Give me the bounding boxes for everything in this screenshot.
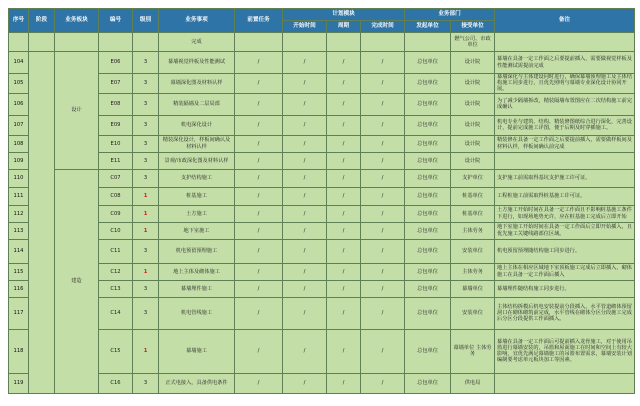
cell-receiver: 支护单位 [451, 169, 495, 187]
table-row [9, 239, 635, 263]
cell-pre: / [235, 74, 283, 94]
cell-period: / [327, 239, 361, 263]
cell-finish: / [361, 205, 405, 222]
cell-start: / [283, 205, 327, 222]
cell-task: 机电深化设计 [159, 115, 235, 135]
table-row [9, 169, 635, 187]
cell-receiver: 主体劳务 [451, 263, 495, 280]
cell-level: 3 [133, 52, 159, 74]
cell-pre: / [235, 239, 283, 263]
cell-level: 1 [133, 205, 159, 222]
cell-seq: 112 [9, 205, 29, 222]
cell-initiator: 总包单位 [405, 263, 451, 280]
table-row [9, 187, 635, 205]
cell-finish: / [361, 169, 405, 187]
cell-code: E08 [99, 93, 133, 115]
cell-start: / [283, 152, 327, 169]
cell-finish: / [361, 297, 405, 329]
cell-stage [29, 52, 55, 394]
cell-task: 幕墙施工 [159, 329, 235, 373]
cell-initiator: 总包单位 [405, 297, 451, 329]
cell-level: 3 [133, 135, 159, 152]
table-row [9, 74, 635, 94]
cell-start: / [283, 187, 327, 205]
cell-code: E06 [99, 52, 133, 74]
plan-table [8, 8, 635, 394]
cell-task: 景观/市政深化图及材料认样 [159, 152, 235, 169]
cell-start: / [283, 239, 327, 263]
cell-initiator: 总包单位 [405, 93, 451, 115]
header-plan: 计划模块 [283, 9, 405, 21]
cell-code: E10 [99, 135, 133, 152]
cell-pre: / [235, 52, 283, 74]
cell-receiver: 主体劳务 [451, 222, 495, 239]
cell-receiver: 设计院 [451, 74, 495, 94]
cell-seq: 114 [9, 239, 29, 263]
cell-initiator: 总包单位 [405, 187, 451, 205]
cell-level: 1 [133, 222, 159, 239]
cell-finish: / [361, 74, 405, 94]
cell-task: 机电预留预埋施工 [159, 239, 235, 263]
cell-period: / [327, 115, 361, 135]
cell-initiator: 总包单位 [405, 205, 451, 222]
cell-remark [495, 152, 635, 169]
cell-pre: / [235, 373, 283, 393]
cell-finish: / [361, 239, 405, 263]
cell-finish: / [361, 222, 405, 239]
header-finish: 完成时间 [361, 21, 405, 33]
cell-task: 桩基施工 [159, 187, 235, 205]
cell-receiver: 设计院 [451, 115, 495, 135]
cell-remark: 工程桩施工前需取得桩基施工许可证。 [495, 187, 635, 205]
cell-start: / [283, 373, 327, 393]
cell-pre: / [235, 152, 283, 169]
header-module: 业务板块 [55, 9, 99, 33]
cell-pre: / [235, 263, 283, 280]
table-row [9, 93, 635, 115]
cell-task: 幕墙深化图及材料认样 [159, 74, 235, 94]
cell-period: / [327, 93, 361, 115]
cell-level: 3 [133, 280, 159, 297]
header-initiator: 发起单位 [405, 21, 451, 33]
table-body [9, 33, 635, 394]
cell-seq: 108 [9, 135, 29, 152]
cell-initiator: 总包单位 [405, 52, 451, 74]
cell-start: / [283, 115, 327, 135]
cell-remark: 幕墙在具备一定工作面后可提前插入龙骨施工，对于使用吊篮进行幕墙安装的，吊篮和屋面施工在时间和空间上有较大影响，宜优先满足幕墙施工的吊篮布置需求，幕墙安装计划编制要考虑单元板块加工等因素。 [495, 329, 635, 373]
cell-pre: / [235, 115, 283, 135]
table-row [9, 135, 635, 152]
cell-initiator: 总包单位 [405, 169, 451, 187]
cell-code: C07 [99, 169, 133, 187]
cell-period: / [327, 205, 361, 222]
cell-remark: 主体结构拆模后机电安装提前分段插入，水平管道砌体预留洞口在砌体砌筑前完成，水平管线在砌体分区分段施工完成后分区分段提供工作面插入。 [495, 297, 635, 329]
cell-period: / [327, 187, 361, 205]
cell-remark: 幕墙在具备一定工作面之后要提前插入，需要做视觉样板及性能测试需提前完成 [495, 52, 635, 74]
cell-task: 机电管线施工 [159, 297, 235, 329]
cell [235, 33, 283, 52]
cell-seq: 106 [9, 93, 29, 115]
cell-seq: 115 [9, 263, 29, 280]
cell-seq: 117 [9, 297, 29, 329]
cell [29, 33, 55, 52]
cell-remark: 土方施工开始时间在具备一定工作面且不影响桩基施工条件下进行，如现场地势允许，应在桩基施工完成后立即开始 [495, 205, 635, 222]
cell-code: C15 [99, 329, 133, 373]
header-remark: 备注 [495, 9, 635, 33]
cell-remark: 机电专业与建筑、结构、精装修图纸综合进行深化，完善设计，提前完成施工详图，便于后期及时穿插施工。 [495, 115, 635, 135]
cell-remark: 机电预留预埋随结构施工同步进行。 [495, 239, 635, 263]
cell-remark: 为了减少隔墙拆改，精装隔墙布置图应在二次结构施工前完成确认 [495, 93, 635, 115]
cell-period: / [327, 329, 361, 373]
cell-level: 3 [133, 74, 159, 94]
cell-receiver: 幕墙单位 主体劳务 [451, 329, 495, 373]
cell-receiver: 供电局 [451, 373, 495, 393]
cell-pre: / [235, 280, 283, 297]
cell-initiator: 总包单位 [405, 135, 451, 152]
cell-module-construction: 建造 [55, 169, 99, 393]
table-row [9, 329, 635, 373]
cell-task: 土方施工 [159, 205, 235, 222]
cell-start: / [283, 329, 327, 373]
cell-period: / [327, 135, 361, 152]
cell-start: / [283, 297, 327, 329]
cell-initiator: 总包单位 [405, 373, 451, 393]
cell-pre: / [235, 297, 283, 329]
header-period: 周期 [327, 21, 361, 33]
cell-period: / [327, 297, 361, 329]
cell-start: / [283, 169, 327, 187]
cell-task: 地下室施工 [159, 222, 235, 239]
cell-receiver: 桩基单位 [451, 205, 495, 222]
cell-code: E11 [99, 152, 133, 169]
table-row [9, 263, 635, 280]
cell-finish: / [361, 52, 405, 74]
cell-code: C10 [99, 222, 133, 239]
cell-finish: / [361, 115, 405, 135]
cell-receiver: 安装单位 [451, 297, 495, 329]
cell-seq: 107 [9, 115, 29, 135]
cell-receiver: 幕墙单位 [451, 280, 495, 297]
cell-level: 3 [133, 373, 159, 393]
cell-start: / [283, 135, 327, 152]
table-row [9, 115, 635, 135]
cell-level: 1 [133, 329, 159, 373]
table-row [9, 373, 635, 393]
cell-initiator: 总包单位 [405, 74, 451, 94]
cell-receiver: 桩基单位 [451, 187, 495, 205]
cell-seq: 109 [9, 152, 29, 169]
cell-code: C08 [99, 187, 133, 205]
table-row [9, 222, 635, 239]
cell-pre: / [235, 93, 283, 115]
cell-period: / [327, 263, 361, 280]
header-receiver: 接受单位 [451, 21, 495, 33]
cell-level: 1 [133, 187, 159, 205]
cell-remark: 地下室施工开始时间在具备一定工作面后立即开始插入，且优先施工关键线路部位区域。 [495, 222, 635, 239]
cell-pre: / [235, 135, 283, 152]
cell-task: 幕墙埋件施工 [159, 280, 235, 297]
cell-initiator: 总包单位 [405, 222, 451, 239]
cell-receiver: 设计院 [451, 93, 495, 115]
cell-initiator: 总包单位 [405, 280, 451, 297]
cell-start: / [283, 222, 327, 239]
table-row [9, 52, 635, 74]
cell-finish: / [361, 152, 405, 169]
cell [283, 33, 327, 52]
cell-period: / [327, 52, 361, 74]
cell-task: 支护结构施工 [159, 169, 235, 187]
cell-module-design: 设计 [55, 52, 99, 170]
table-row [9, 280, 635, 297]
cell-seq: 118 [9, 329, 29, 373]
header-dept: 业务部门 [405, 9, 495, 21]
cell [495, 33, 635, 52]
cell-receiver: 设计院 [451, 52, 495, 74]
cell-task: 幕墙视觉样板及性能测试 [159, 52, 235, 74]
header-level: 级别 [133, 9, 159, 33]
cell-finish: / [361, 187, 405, 205]
cell-period: / [327, 280, 361, 297]
header-pre: 前置任务 [235, 9, 283, 33]
cell-start: / [283, 93, 327, 115]
cell-level: 3 [133, 239, 159, 263]
cell-period: / [327, 373, 361, 393]
cell [405, 33, 451, 52]
cell-level: 3 [133, 297, 159, 329]
cell-period: / [327, 152, 361, 169]
table-row [9, 33, 635, 52]
cell-pre: / [235, 329, 283, 373]
cell-seq: 119 [9, 373, 29, 393]
cell-task: 地上主体及砌体施工 [159, 263, 235, 280]
cell-finish: / [361, 263, 405, 280]
cell-period: / [327, 74, 361, 94]
cell-seq: 105 [9, 74, 29, 94]
cell-level: 1 [133, 263, 159, 280]
table-row [9, 152, 635, 169]
cell-period: / [327, 169, 361, 187]
cell-code: C16 [99, 373, 133, 393]
table-row [9, 297, 635, 329]
cell-code: C09 [99, 205, 133, 222]
cell-seq: 113 [9, 222, 29, 239]
cell [133, 33, 159, 52]
cell-pre: / [235, 187, 283, 205]
cell-level: 3 [133, 93, 159, 115]
cell-receiver: 设计院 [451, 135, 495, 152]
cell-start: / [283, 263, 327, 280]
cell-pre: / [235, 205, 283, 222]
cell-finish: / [361, 329, 405, 373]
cell-start: / [283, 52, 327, 74]
cell-pre: / [235, 222, 283, 239]
table-row [9, 205, 635, 222]
cell-code: C14 [99, 297, 133, 329]
cell-receiver: 安装单位 [451, 239, 495, 263]
cell-code: E09 [99, 115, 133, 135]
cell-pre: / [235, 169, 283, 187]
cell-period: / [327, 222, 361, 239]
cell-remark: 支护施工前需取得基坑支护施工许可证。 [495, 169, 635, 187]
cell-task: 完成 [159, 33, 235, 52]
cell-level: 3 [133, 115, 159, 135]
header-start: 开始时间 [283, 21, 327, 33]
cell-code: C13 [99, 280, 133, 297]
cell [9, 33, 29, 52]
header-code: 编号 [99, 9, 133, 33]
cell-receiver: 燃气公司、市政单位 [451, 33, 495, 52]
cell-finish: / [361, 135, 405, 152]
cell [361, 33, 405, 52]
cell-code: C12 [99, 263, 133, 280]
cell-remark: 幕墙深化与主体建设同时进行，确保幕墙预埋施工及主体结构施工同步进行，且优先照明与幕墙专业深化设计协同开展。 [495, 74, 635, 94]
header-seq: 序号 [9, 9, 29, 33]
cell-remark: 地上主体在相应区域地下室顶板施工完成后立即插入，砌体施工在具备一定工作面后插入 [495, 263, 635, 280]
spreadsheet [8, 8, 634, 398]
cell-seq: 111 [9, 187, 29, 205]
cell-remark [495, 373, 635, 393]
cell-task: 精装隔墙及二层局部 [159, 93, 235, 115]
cell-receiver: 设计院 [451, 152, 495, 169]
cell-start: / [283, 74, 327, 94]
cell-task: 精装深化设计，样板间确认及材料认样 [159, 135, 235, 152]
cell-level: 3 [133, 152, 159, 169]
cell-remark: 幕墙埋件随结构施工同步进行。 [495, 280, 635, 297]
cell [327, 33, 361, 52]
cell-initiator: 总包单位 [405, 115, 451, 135]
cell-initiator: 总包单位 [405, 329, 451, 373]
header-task: 业务事项 [159, 9, 235, 33]
cell-seq: 104 [9, 52, 29, 74]
cell-start: / [283, 280, 327, 297]
cell [99, 33, 133, 52]
header-stage: 阶段 [29, 9, 55, 33]
cell-remark: 精装修在具备一定工作面之后要提前插入，需要做样板间及材料认样，样板间确认前完成 [495, 135, 635, 152]
cell-seq: 116 [9, 280, 29, 297]
cell-finish: / [361, 93, 405, 115]
cell-initiator: 总包单位 [405, 239, 451, 263]
cell-code: E07 [99, 74, 133, 94]
cell-task: 正式电接入，具备供电条件 [159, 373, 235, 393]
cell-code: C11 [99, 239, 133, 263]
cell-seq: 110 [9, 169, 29, 187]
cell-finish: / [361, 280, 405, 297]
cell-initiator: 总包单位 [405, 152, 451, 169]
cell-finish: / [361, 373, 405, 393]
cell [55, 33, 99, 52]
cell-level: 3 [133, 169, 159, 187]
